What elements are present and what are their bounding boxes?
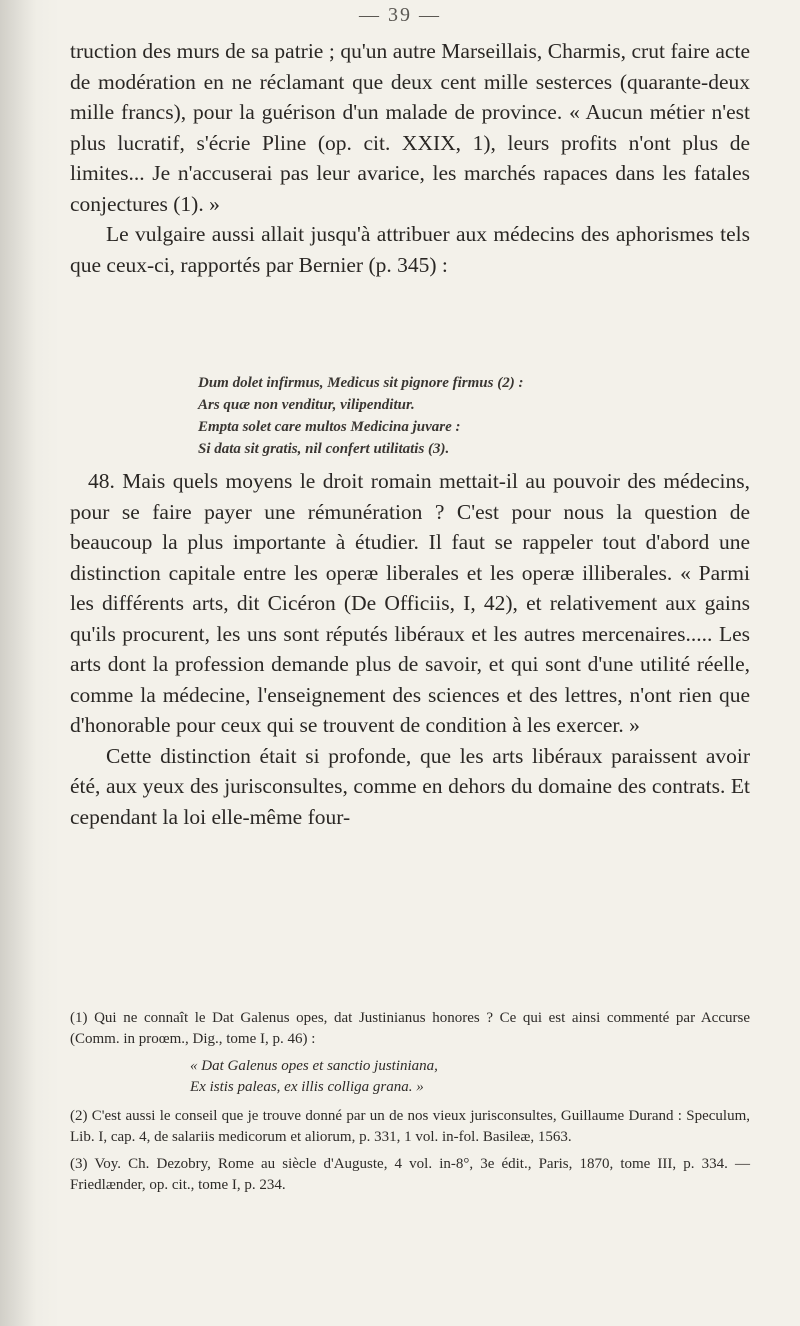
footnotes bbox=[70, 1008, 750, 1202]
verse-line-2: Ars quæ non venditur, vilipenditur. bbox=[198, 397, 415, 413]
main-text-bottom bbox=[70, 466, 750, 832]
main-text-top bbox=[70, 36, 750, 280]
paragraph-3: 48. Mais quels moyens le droit romain mettait-il au pouvoir des médecins, pour se faire payer une rémunération ? C'est pour nous la question de beaucoup la plus importante à étudier. Il faut se rappeler tout d'abord une distinction capitale entre les operæ liberales et les operæ illiberales. « Parmi les différents arts, dit Cicéron (De Officiis, I, 42), et relativement aux gains qu'ils procurent, les uns sont réputés libéraux et les autres mercenaires..... Les arts dont la profession demande plus de savoir, et qui sont d'une utilité réelle, comme la médecine, l'enseignement des sciences et des lettres, n'ont rien que d'honorable pour ceux qui se trouvent de condition à les exercer. » bbox=[70, 469, 750, 737]
verse-line-4: Si data sit gratis, nil confert utilitatis (3). bbox=[198, 441, 450, 457]
verse-line-3: Empta solet care multos Medicina juvare : bbox=[198, 419, 461, 435]
footnote-1-quote-line-2: Ex istis paleas, ex illis colliga grana. » bbox=[190, 1079, 424, 1095]
footnote-1-quote-line-1: « Dat Galenus opes et sanctio justiniana, bbox=[190, 1058, 438, 1074]
footnote-2: (2) C'est aussi le conseil que je trouve donné par un de nos vieux jurisconsultes, Guillaume Durand : Speculum, Lib. I, cap. 4, de salariis medicorum et aliorum, p. 331, 1 vol. in-fol. Basileæ, 1563. bbox=[70, 1108, 750, 1145]
paragraph-4: Cette distinction était si profonde, que les arts libéraux paraissent avoir été, aux yeux des jurisconsultes, comme en dehors du domaine des contrats. Et cependant la loi elle-même four- bbox=[70, 743, 750, 829]
verse-line-1: Dum dolet infirmus, Medicus sit pignore firmus (2) : bbox=[198, 375, 524, 391]
paragraph-2: Le vulgaire aussi allait jusqu'à attribuer aux médecins des aphorismes tels que ceux-ci, rapportés par Bernier (p. 345) : bbox=[70, 222, 750, 277]
page-number: — 39 — bbox=[359, 4, 441, 26]
footnote-3: (3) Voy. Ch. Dezobry, Rome au siècle d'Auguste, 4 vol. in-8°, 3e édit., Paris, 1870, tome III, p. 334. — Friedlænder, op. cit., tome I, p. 234. bbox=[70, 1156, 750, 1193]
page-edge-shadow bbox=[0, 0, 60, 1326]
paragraph-1: truction des murs de sa patrie ; qu'un autre Marseillais, Charmis, crut faire acte de modération en ne réclamant que deux cent mille sesterces (quarante-deux mille francs), pour la guérison d'un malade de province. « Aucun métier n'est plus lucratif, s'écrie Pline (op. cit. XXIX, 1), leurs profits n'ont plus de limites... Je n'accuserai pas leur avarice, les marchés rapaces dans les fatales conjectures (1). » bbox=[70, 39, 750, 216]
footnote-1: (1) Qui ne connaît le Dat Galenus opes, dat Justinianus honores ? Ce qui est ainsi commenté par Accurse (Comm. in proœm., Dig., tome I, p. 46) : bbox=[70, 1010, 750, 1047]
latin-verse bbox=[198, 372, 718, 460]
footnote-1-quote bbox=[70, 1056, 750, 1098]
